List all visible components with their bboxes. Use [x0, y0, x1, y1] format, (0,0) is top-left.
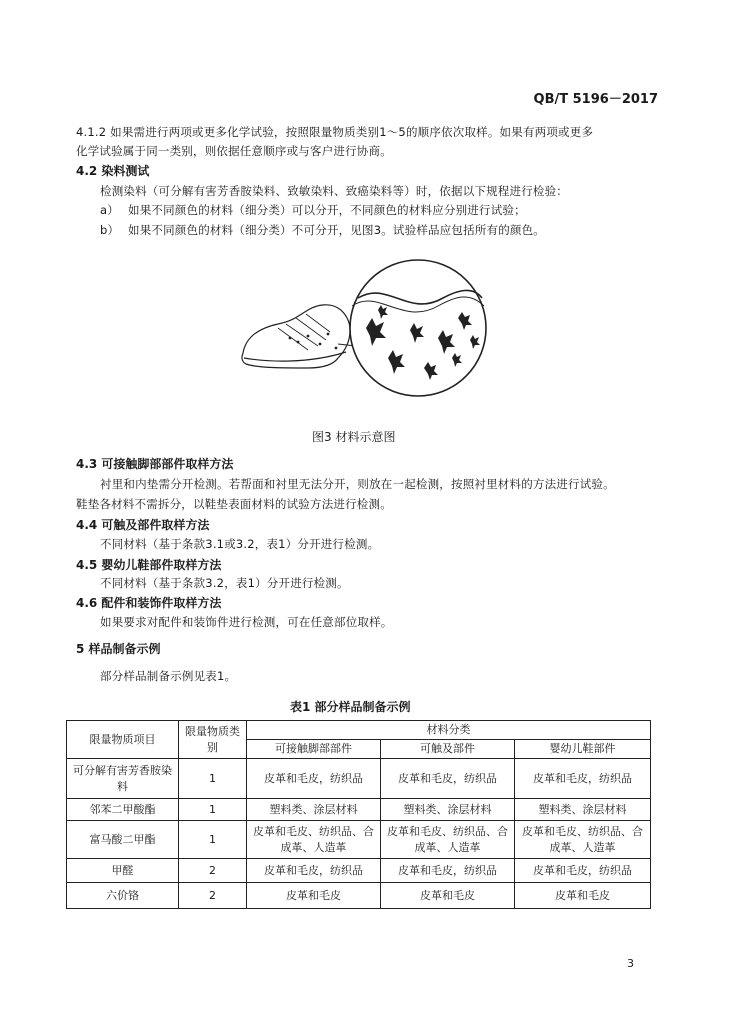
- cell-foot: 塑料类、涂层材料: [247, 799, 381, 821]
- clause-4-1-2-line2: 化学试验属于同一类别，则依据任意顺序或与客户进行协商。: [76, 144, 392, 158]
- header-item: 限量物质项目: [67, 721, 179, 759]
- table-row: [67, 821, 651, 859]
- subheader-foot-contact: 可接触脚部部件: [247, 740, 381, 759]
- cell-item: 甲醛: [67, 859, 179, 883]
- table-row: [67, 799, 651, 821]
- section-4-4-line1: 不同材料（基于条款3.1或3.2，表1）分开进行检测。: [100, 537, 380, 551]
- cell-class: 1: [179, 759, 247, 799]
- section-4-3-heading: 4.3 可接触脚部部件取样方法: [76, 457, 234, 471]
- clause-4-1-2-line1: 4.1.2 如果需进行两项或更多化学试验，按照限量物质类别1～5的顺序依次取样。如果有两项或更多: [76, 125, 594, 139]
- shoe-illustration: [242, 305, 350, 368]
- page-number: 3: [627, 957, 634, 970]
- section-4-5-line1: 不同材料（基于条款3.2，表1）分开进行检测。: [100, 576, 349, 590]
- cell-foot: 皮革和毛皮、纺织品、合成革、人造革: [247, 821, 381, 859]
- table-title: 表1 部分样品制备示例: [290, 700, 411, 714]
- cell-class: 2: [179, 859, 247, 883]
- material-figure: [238, 258, 498, 410]
- section-4-4-heading: 4.4 可触及部件取样方法: [76, 518, 210, 532]
- section-4-2-heading: 4.2 染料测试: [76, 164, 150, 178]
- cell-infant: 皮革和毛皮，纺织品: [515, 759, 651, 799]
- sample-preparation-table: [66, 720, 651, 909]
- section-4-6-line1: 如果要求对配件和装饰件进行检测，可在任意部位取样。: [100, 615, 393, 629]
- cell-access: 塑料类、涂层材料: [381, 799, 515, 821]
- standard-number: QB/T 5196－2017: [533, 92, 658, 107]
- subheader-accessible: 可触及部件: [381, 740, 515, 759]
- table-row: [67, 759, 651, 799]
- table-header-row: [67, 721, 651, 740]
- cell-item: 富马酸二甲酯: [67, 821, 179, 859]
- table-row: [67, 883, 651, 909]
- list-marker-a: a）: [100, 203, 119, 217]
- table-row: [67, 859, 651, 883]
- cell-class: 1: [179, 821, 247, 859]
- cell-access: 皮革和毛皮，纺织品: [381, 859, 515, 883]
- cell-foot: 皮革和毛皮: [247, 883, 381, 909]
- section-5-line1: 部分样品制备示例见表1。: [100, 669, 237, 683]
- cell-access: 皮革和毛皮，纺织品: [381, 759, 515, 799]
- cell-item: 邻苯二甲酸酯: [67, 799, 179, 821]
- cell-infant: 皮革和毛皮: [515, 883, 651, 909]
- cell-access: 皮革和毛皮: [381, 883, 515, 909]
- cell-item: 六价铬: [67, 883, 179, 909]
- section-4-6-heading: 4.6 配件和装饰件取样方法: [76, 596, 222, 610]
- cell-infant: 皮革和毛皮、纺织品、合成革、人造革: [515, 821, 651, 859]
- list-marker-b: b）: [100, 223, 120, 237]
- cell-class: 2: [179, 883, 247, 909]
- list-item-a: 如果不同颜色的材料（细分类）可以分开，不同颜色的材料应分别进行试验；: [128, 203, 526, 217]
- cell-foot: 皮革和毛皮，纺织品: [247, 859, 381, 883]
- cell-item: 可分解有害芳香胺染料: [67, 759, 179, 799]
- cell-class: 1: [179, 799, 247, 821]
- section-4-3-line2: 鞋垫各材料不需拆分，以鞋垫表面材料的试验方法进行检测。: [76, 497, 392, 511]
- cell-foot: 皮革和毛皮，纺织品: [247, 759, 381, 799]
- cell-infant: 塑料类、涂层材料: [515, 799, 651, 821]
- list-item-b: 如果不同颜色的材料（细分类）不可分开，见图3。试验样品应包括所有的颜色。: [128, 223, 546, 237]
- section-5-heading: 5 样品制备示例: [76, 642, 161, 656]
- figure-caption: 图3 材料示意图: [312, 430, 396, 444]
- section-4-3-line1: 衬里和内垫需分开检测。若帮面和衬里无法分开，则放在一起检测，按照衬里材料的方法进行试验。: [100, 477, 615, 491]
- header-class: 限量物质类别: [179, 721, 247, 759]
- section-4-2-intro: 检测染料（可分解有害芳香胺染料、致敏染料、致癌染料等）时，依据以下规程进行检验：: [100, 184, 568, 198]
- section-4-5-heading: 4.5 婴幼儿鞋部件取样方法: [76, 558, 222, 572]
- cell-infant: 皮革和毛皮，纺织品: [515, 859, 651, 883]
- cell-access: 皮革和毛皮、纺织品、合成革、人造革: [381, 821, 515, 859]
- subheader-infant: 婴幼儿鞋部件: [515, 740, 651, 759]
- header-material: 材料分类: [247, 721, 651, 740]
